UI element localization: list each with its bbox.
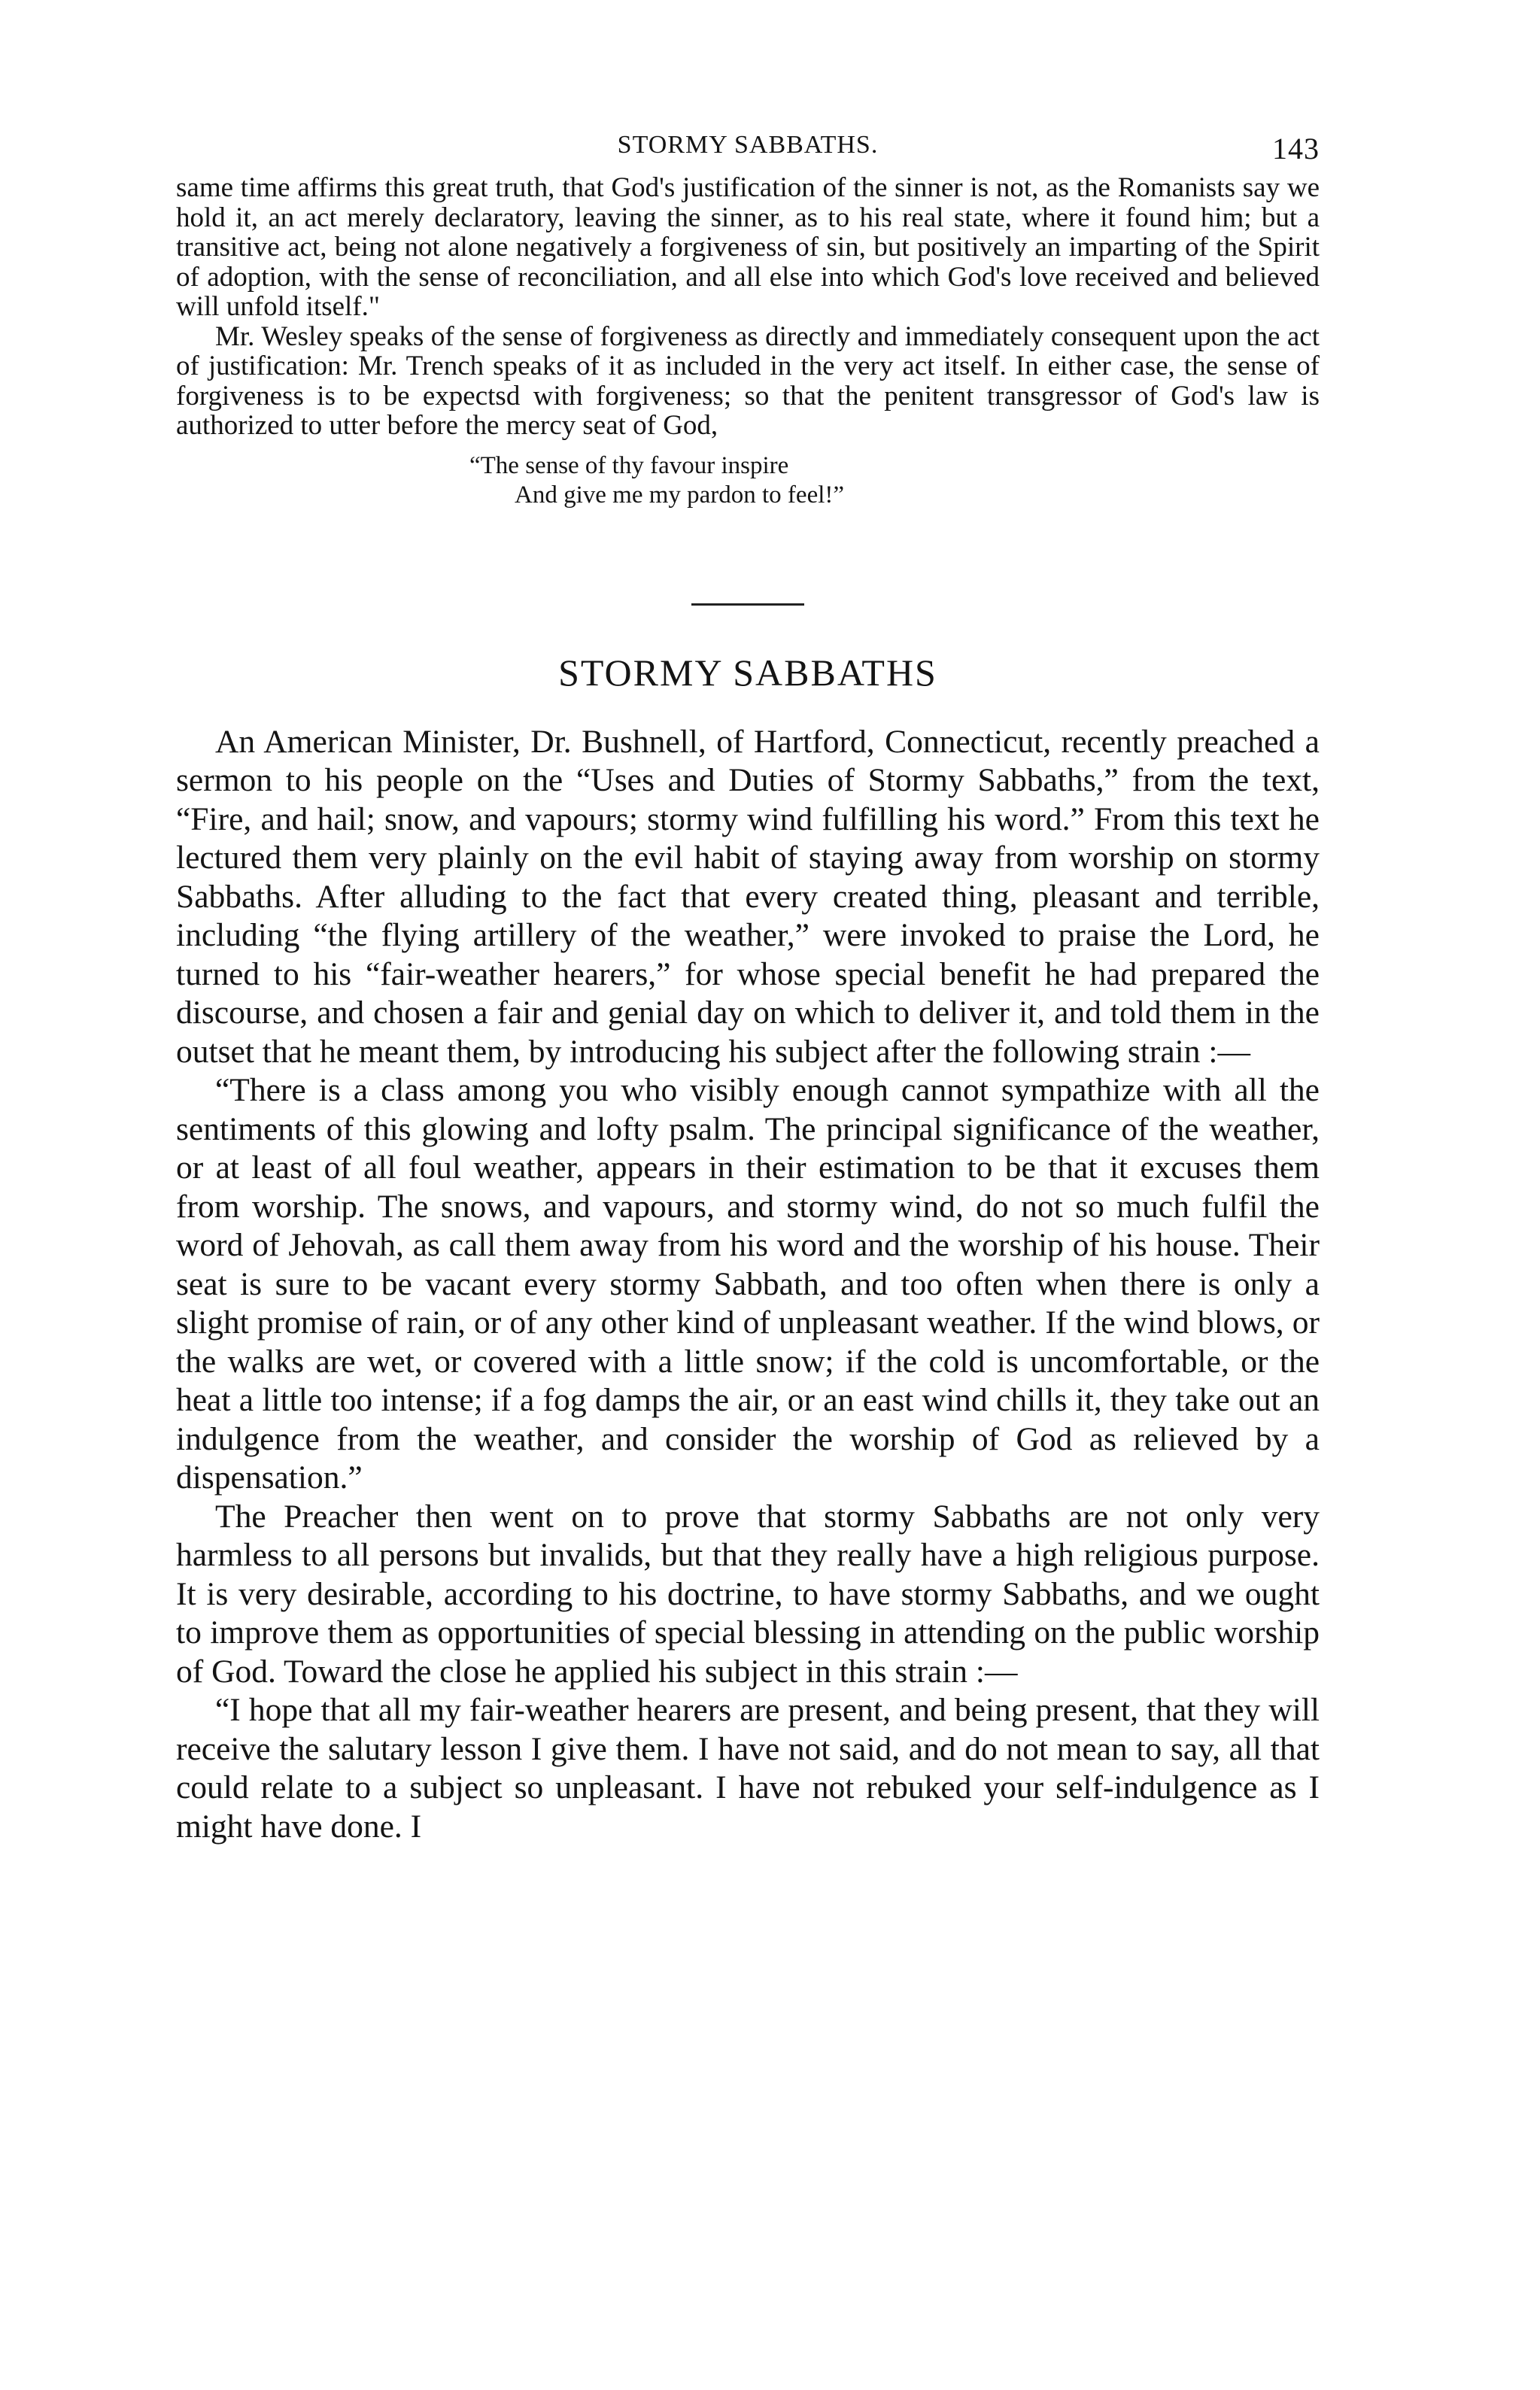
paragraph: An American Minister, Dr. Bushnell, of Hartford, Connecticut, recently preached a sermon to his people on the “Uses and Duties of Stormy Sabbaths,” from the text, “Fire, and hail; snow, and vapours; stormy wind fulfilling his word.” From this text he lectured them very plainly on the evil habit of staying away from worship on stormy Sabbaths. After alluding to the fact that every created thing, pleasant and terrible, including “the flying artillery of the weather,” were invoked to praise the Lord, he turned to his “fair-weather hearers,” for whose special benefit he had prepared the discourse, and chosen a fair and genial day on which to deliver it, and told them in the outset that he meant them, by introducing his subject after the following strain :— (176, 723, 1320, 1070)
paragraph: “There is a class among you who visibly enough cannot sympathize with all the sentiments of this glowing and lofty psalm. The principal significance of the weather, or at least of all foul weather, appears in their estimation to be that it excuses them from worship. The snows, and vapours, and stormy wind, do not so much fulfil the word of Jehovah, as call them away from his word and the worship of his house. Their seat is sure to be vacant every stormy Sabbath, and too often when there is only a slight promise of rain, or of any other kind of unpleasant weather. If the wind blows, or the walks are wet, or covered with a little snow; if the cold is uncomfortable, or the heat a little too intense; if a fog damps the air, or an east wind chills it, they take out an indulgence from the weather, and consider the worship of God as relieved by a dispensation.” (176, 1072, 1320, 1496)
section-body (176, 723, 1320, 1847)
section-divider (691, 603, 804, 606)
page-number: 143 (1272, 132, 1320, 166)
continued-text (176, 173, 1320, 441)
paragraph: The Preacher then went on to prove that stormy Sabbaths are not only very harmless to all persons but invalids, but that they really have a high religious purpose. It is very desirable, according to his doctrine, to have stormy Sabbaths, and we ought to improve them as opportunities of special blessing in attending on the public worship of God. Toward the close he applied his subject in this strain :— (176, 1498, 1320, 1690)
running-title: STORMY SABBATHS. (617, 131, 879, 159)
paragraph: “I hope that all my fair-weather hearers are present, and being present, that they will receive the salutary lesson I give them. I have not said, and do not mean to say, all that could relate to a subject so unpleasant. I have not rebuked your self-indulgence as I might have done. I (176, 1692, 1320, 1845)
verse-line: “The sense of thy favour inspire (469, 451, 789, 479)
running-head (176, 128, 1320, 173)
hymn-verse (176, 451, 1320, 510)
continued-paragraph: same time affirms this great truth, that God's justification of the sinner is not, as the Romanists say we hold it, an act merely declaratory, leaving the sinner, as to his real state, where it found him; but a transitive act, being not alone negatively a forgiveness of sin, but positively an imparting of the Spirit of adoption, with the sense of reconciliation, and all else into which God's love received and believed will unfold itself." (176, 172, 1320, 322)
section-heading: STORMY SABBATHS (558, 651, 937, 694)
book-page (176, 128, 1320, 1846)
verse-line: And give me my pardon to feel!” (515, 481, 845, 509)
wesley-paragraph: Mr. Wesley speaks of the sense of forgiveness as directly and immediately consequent upon the act of justification: Mr. Trench speaks of it as included in the very act itself. In either case, the sense of forgiveness is to be expectsd with forgiveness; so that the penitent transgressor of God's law is authorized to utter before the mercy seat of God, (176, 320, 1320, 441)
